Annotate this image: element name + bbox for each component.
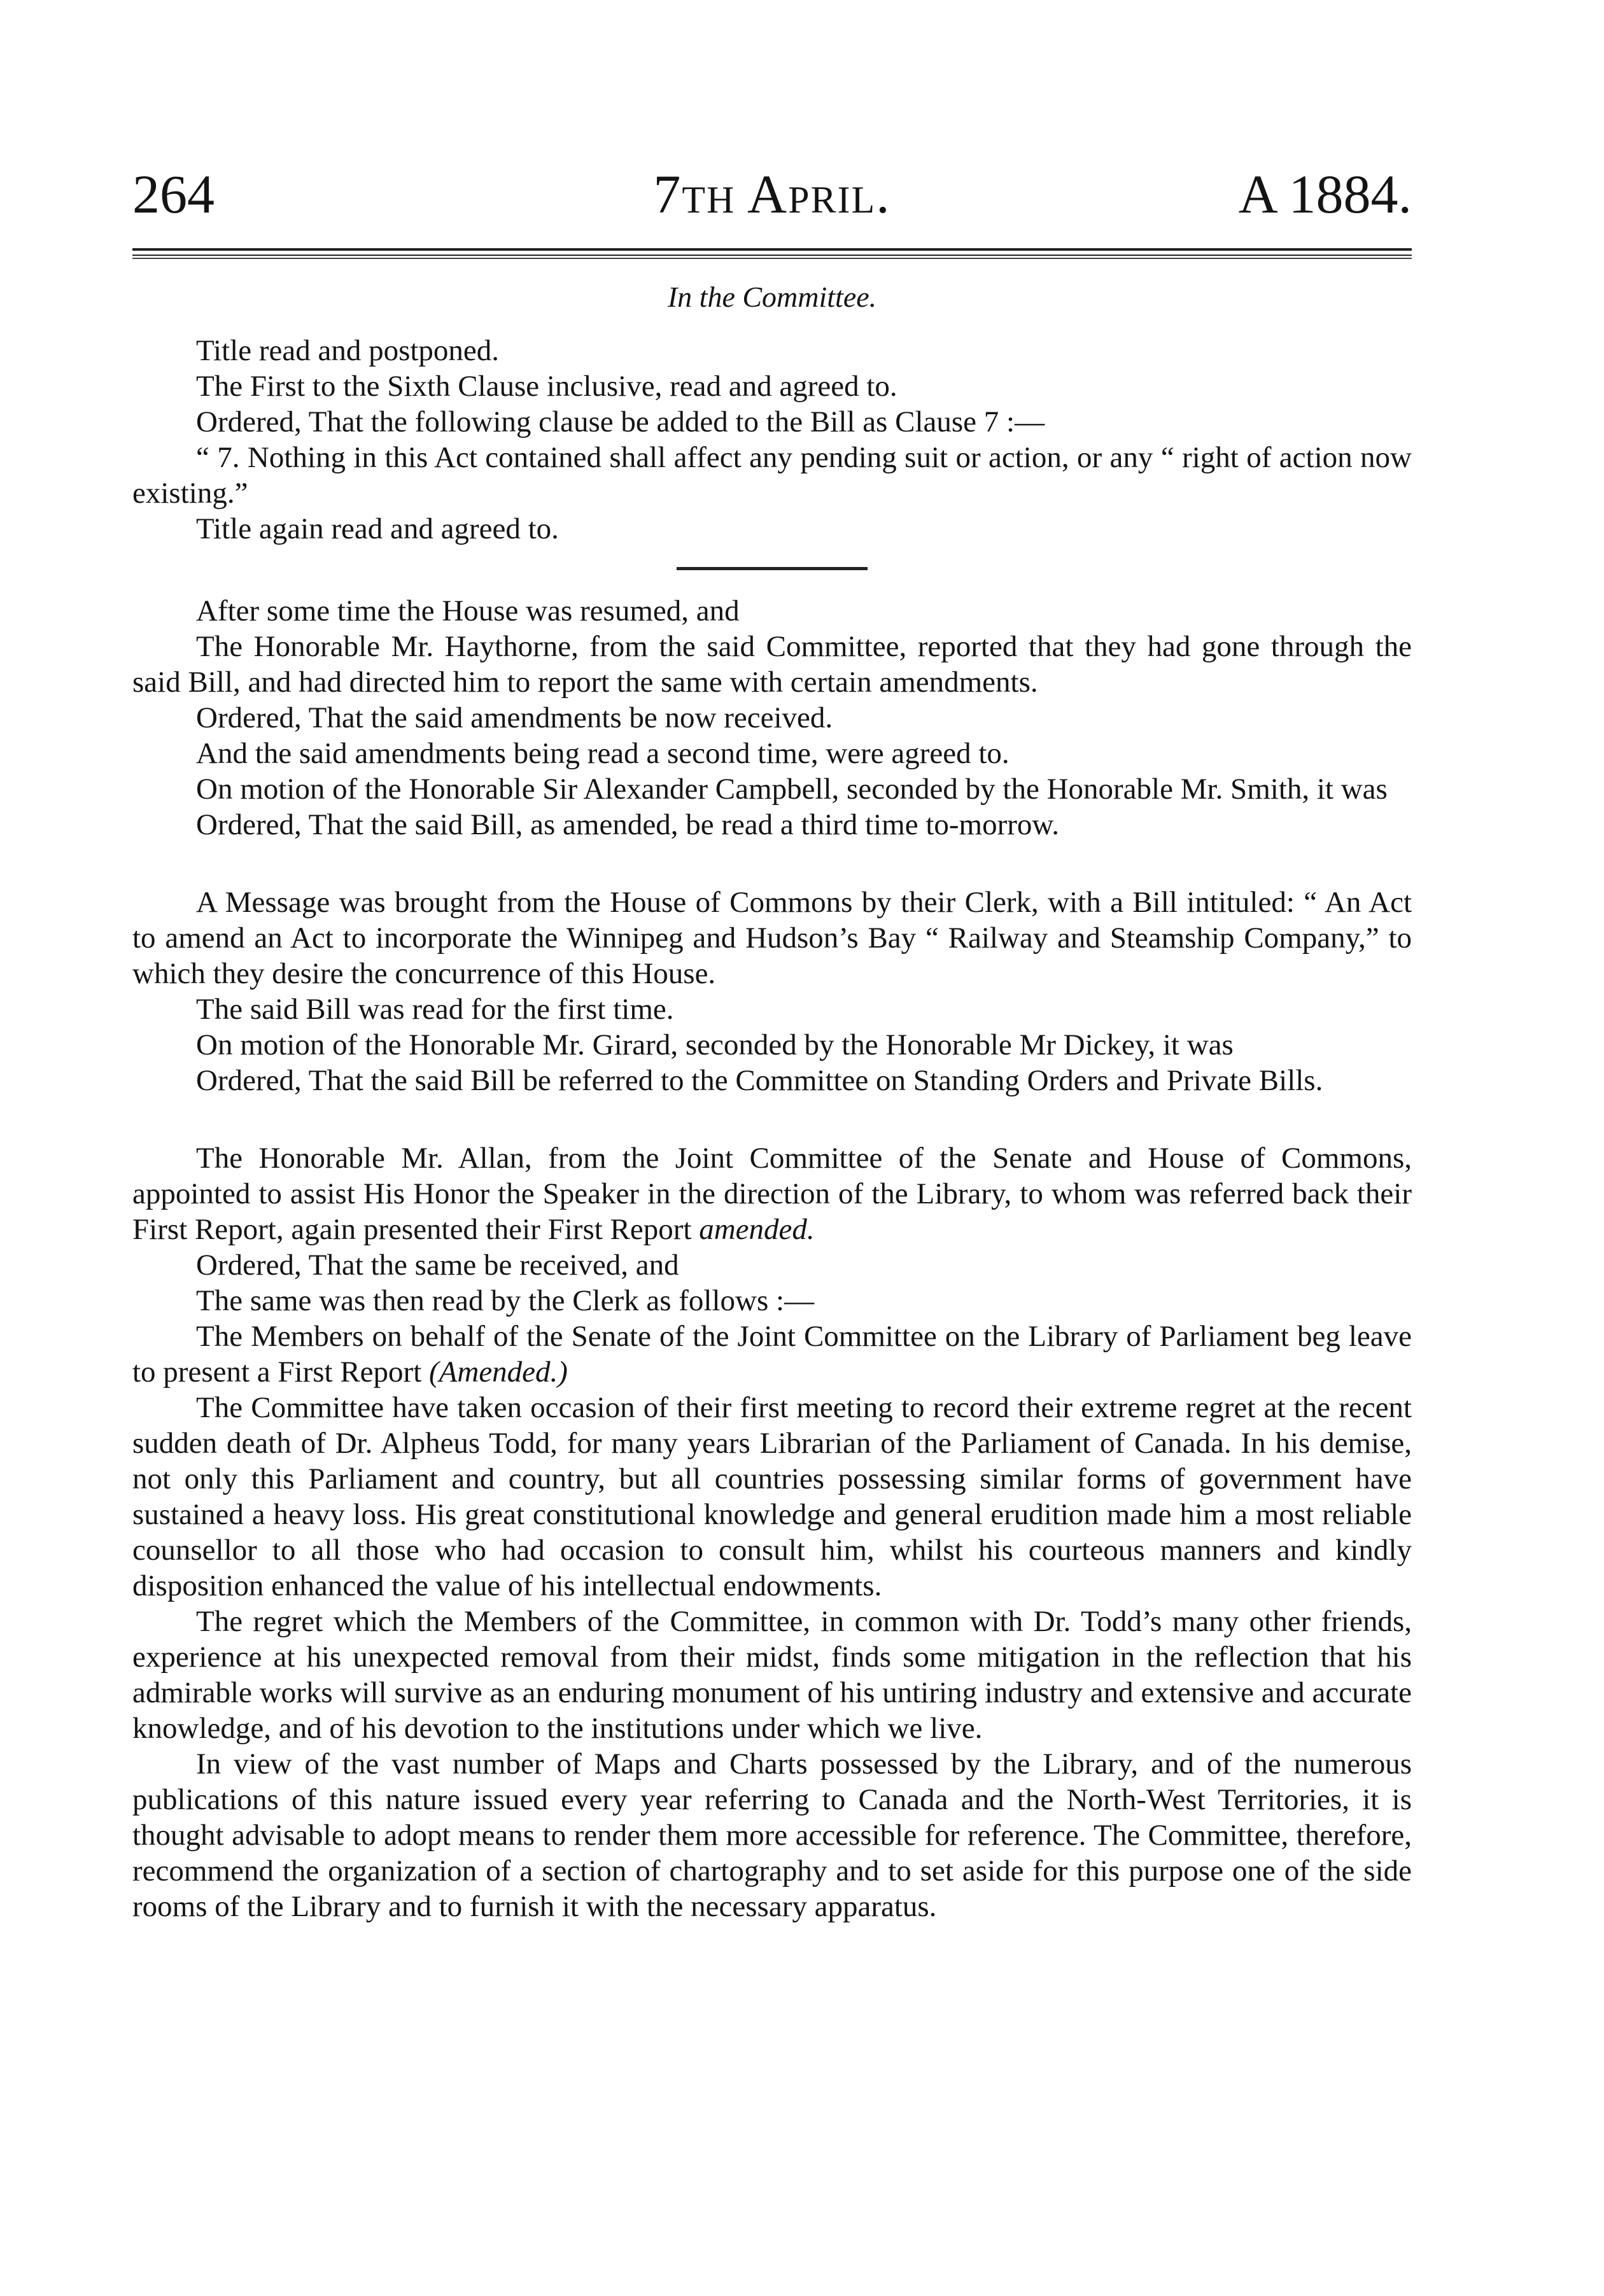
committee-heading: In the Committee. xyxy=(667,281,877,313)
section-divider xyxy=(677,567,868,570)
paragraph: And the said amendments being read a second time, were agreed to. xyxy=(196,737,1010,770)
paragraph: After some time the House was resumed, and xyxy=(196,594,740,627)
paragraph: The Honorable Mr. Haythorne, from the said Committee, reported that they had gone through the said Bill, and had directed him to report the same with certain amendments. xyxy=(132,630,1412,699)
paragraph: On motion of the Honorable Mr. Girard, seconded by the Honorable Mr Dickey, it was xyxy=(196,1028,1234,1061)
paragraph: Ordered, That the said amendments be now received. xyxy=(196,701,833,734)
paragraph: Ordered, That the said Bill, as amended, be read a third time to-morrow. xyxy=(196,808,1060,841)
paragraph: The First to the Sixth Clause inclusive, read and agreed to. xyxy=(196,370,897,403)
amended-italic: amended. xyxy=(699,1213,815,1246)
section-gap xyxy=(132,843,1412,885)
running-head xyxy=(132,146,1412,242)
journal-page xyxy=(132,146,1412,2259)
paragraph: The same was then read by the Clerk as follows :— xyxy=(196,1284,815,1317)
section-gap xyxy=(132,1098,1412,1140)
report-presented-text: The Honorable Mr. Allan, from the Joint Committee of the Senate and House of Commons, appointed to assist His Honor the Speaker in the direction of the Library, to whom was referred back their First Report, again presented their First Report xyxy=(132,1142,1412,1246)
paragraph: On motion of the Honorable Sir Alexander Campbell, seconded by the Honorable Mr. Smith, it was xyxy=(196,773,1388,806)
paragraph xyxy=(132,1140,1412,1247)
paragraph: The Committee have taken occasion of their first meeting to record their extreme regret at the recent sudden death of Dr. Alpheus Todd, for many years Librarian of the Parliament of Canada. In his demise, not only this Parliament and country, but all countries possessing similar forms of government have sustained a heavy loss. His great constitutional knowledge and general erudition made him a most reliable counsellor to all those who had occasion to consult him, whilst his courteous manners and kindly disposition enhanced the value of his intellectual endowments. xyxy=(132,1391,1412,1602)
paragraph: A Message was brought from the House of Commons by their Clerk, with a Bill intituled: “ An Act to amend an Act to incorporate the Winnipeg and Hudson’s Bay “ Railway and Steamship Company,” to which they desire the concurrence of this House. xyxy=(132,886,1412,990)
header-year: A 1884. xyxy=(1238,164,1412,225)
paragraph: The regret which the Members of the Committee, in common with Dr. Todd’s many other friends, experience at his unexpected removal from their midst, finds some mitigation in the reflection that his admirable works will survive as an enduring monument of his untiring industry and extensive and accurate knowledge, and of his devotion to the institutions under which we live. xyxy=(132,1605,1412,1745)
paragraph xyxy=(132,1319,1412,1390)
amended-italic: (Amended.) xyxy=(429,1355,568,1389)
paragraph: Title again read and agreed to. xyxy=(196,512,559,545)
paragraph: Ordered, That the said Bill be referred to the Committee on Standing Orders and Private Bills. xyxy=(196,1064,1323,1097)
page-number: 264 xyxy=(132,164,215,225)
header-date: 7th April. xyxy=(653,164,891,225)
paragraph: In view of the vast number of Maps and Charts possessed by the Library, and of the numerous publications of this nature issued every year referring to Canada and the North-West Territories, it is thought advisable to adopt means to render them more accessible for reference. The Committee, therefore, recommend the organization of a section of chartography and to set aside for this purpose one of the side rooms of the Library and to furnish it with the necessary apparatus. xyxy=(132,1747,1412,1923)
quoted-clause: “ 7. Nothing in this Act contained shall affect any pending suit or action, or any “ right of action now existing.” xyxy=(132,441,1412,510)
header-double-rule xyxy=(132,248,1412,256)
paragraph: The said Bill was read for the first time. xyxy=(196,993,674,1026)
report-intro-text: The Members on behalf of the Senate of the Joint Committee on the Library of Parliament beg leave to present a First Report xyxy=(132,1320,1412,1389)
paragraph: Ordered, That the following clause be added to the Bill as Clause 7 :— xyxy=(196,405,1045,438)
paragraph: Title read and postponed. xyxy=(196,334,500,367)
paragraph: Ordered, That the same be received, and xyxy=(196,1249,679,1282)
